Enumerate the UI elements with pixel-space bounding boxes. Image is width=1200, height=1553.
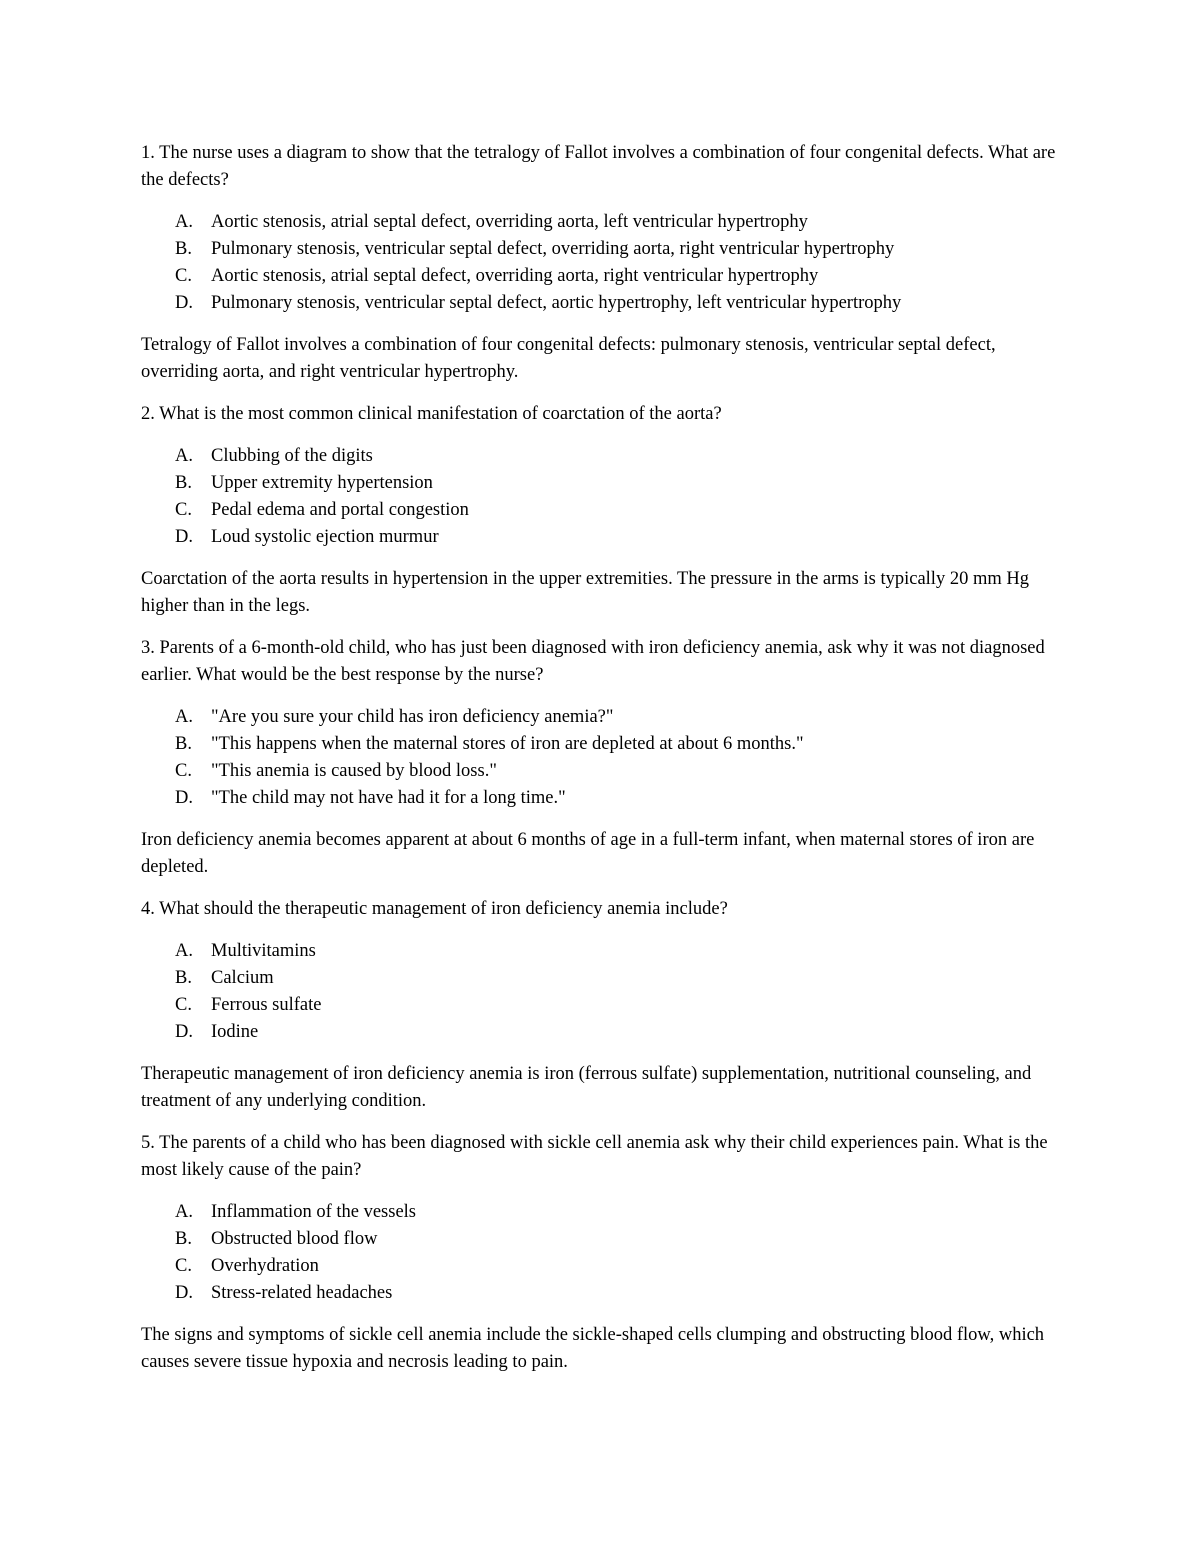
option-c [141,758,1060,785]
option-letter: D. [175,1283,193,1303]
option-d [141,1019,1060,1046]
option-letter: A. [175,707,193,727]
option-letter: B. [175,968,192,988]
option-letter: D. [175,293,193,313]
option-text: Inflammation of the vessels [211,1202,416,1222]
options-list [141,1199,1060,1307]
option-c [141,992,1060,1019]
option-letter: D. [175,527,193,547]
option-c [141,497,1060,524]
option-letter: C. [175,500,192,520]
option-letter: B. [175,239,192,259]
option-a [141,704,1060,731]
option-text: Clubbing of the digits [211,446,373,466]
question-text: 5. The parents of a child who has been diagnosed with sickle cell anemia ask why their child experiences pain. What is the most likely cause of the pain? [141,1133,1048,1180]
option-text: Ferrous sulfate [211,995,322,1015]
option-letter: D. [175,1022,193,1042]
option-a [141,938,1060,965]
option-text: "Are you sure your child has iron deficiency anemia?" [211,707,614,727]
option-a [141,209,1060,236]
option-d [141,785,1060,812]
option-letter: C. [175,1256,192,1276]
option-b [141,236,1060,263]
option-text: Pulmonary stenosis, ventricular septal defect, overriding aorta, right ventricular hypertrophy [211,239,895,259]
option-letter: D. [175,788,193,808]
option-text: "This happens when the maternal stores of iron are depleted at about 6 months." [211,734,804,754]
question-4 [141,896,1060,1115]
option-text: "The child may not have had it for a long time." [211,788,566,808]
option-text: Loud systolic ejection murmur [211,527,439,547]
option-b [141,1226,1060,1253]
option-letter: A. [175,212,193,232]
rationale: Coarctation of the aorta results in hypertension in the upper extremities. The pressure in the arms is typically 20 mm Hg higher than in the legs. [141,569,1029,616]
question-text: 2. What is the most common clinical manifestation of coarctation of the aorta? [141,404,722,424]
option-a [141,443,1060,470]
rationale: The signs and symptoms of sickle cell anemia include the sickle-shaped cells clumping and obstructing blood flow, which causes severe tissue hypoxia and necrosis leading to pain. [141,1325,1045,1372]
option-text: Overhydration [211,1256,319,1276]
question-5 [141,1130,1060,1376]
question-1 [141,140,1060,386]
option-text: Aortic stenosis, atrial septal defect, overriding aorta, right ventricular hypertrophy [211,266,819,286]
options-list [141,209,1060,317]
option-b [141,470,1060,497]
option-c [141,263,1060,290]
option-text: Multivitamins [211,941,316,961]
option-text: "This anemia is caused by blood loss." [211,761,497,781]
option-letter: A. [175,446,193,466]
option-text: Calcium [211,968,274,988]
option-text: Obstructed blood flow [211,1229,378,1249]
question-text: 4. What should the therapeutic management of iron deficiency anemia include? [141,899,728,919]
option-d [141,1280,1060,1307]
option-d [141,290,1060,317]
option-letter: B. [175,734,192,754]
option-letter: A. [175,1202,193,1222]
option-letter: C. [175,761,192,781]
option-letter: B. [175,1229,192,1249]
rationale: Iron deficiency anemia becomes apparent at about 6 months of age in a full-term infant, when maternal stores of iron are depleted. [141,830,1035,877]
options-list [141,443,1060,551]
option-text: Upper extremity hypertension [211,473,433,493]
option-b [141,731,1060,758]
rationale: Therapeutic management of iron deficiency anemia is iron (ferrous sulfate) supplementation, nutritional counseling, and treatment of any underlying condition. [141,1064,1032,1111]
option-text: Aortic stenosis, atrial septal defect, overriding aorta, left ventricular hypertrophy [211,212,808,232]
option-letter: B. [175,473,192,493]
question-text: 1. The nurse uses a diagram to show that the tetralogy of Fallot involves a combination of four congenital defects. What are the defects? [141,143,1056,190]
option-text: Iodine [211,1022,259,1042]
option-a [141,1199,1060,1226]
option-letter: A. [175,941,193,961]
option-text: Pedal edema and portal congestion [211,500,469,520]
option-text: Pulmonary stenosis, ventricular septal defect, aortic hypertrophy, left ventricular hypertrophy [211,293,902,313]
option-letter: C. [175,266,192,286]
options-list [141,938,1060,1046]
question-2 [141,401,1060,620]
option-c [141,1253,1060,1280]
option-text: Stress-related headaches [211,1283,393,1303]
option-b [141,965,1060,992]
option-d [141,524,1060,551]
option-letter: C. [175,995,192,1015]
options-list [141,704,1060,812]
question-text: 3. Parents of a 6-month-old child, who has just been diagnosed with iron deficiency anemia, ask why it was not diagnosed earlier. What would be the best response by the nurse? [141,638,1045,685]
question-3 [141,635,1060,881]
rationale: Tetralogy of Fallot involves a combination of four congenital defects: pulmonary stenosis, ventricular septal defect, overriding aorta, and right ventricular hypertrophy. [141,335,996,382]
